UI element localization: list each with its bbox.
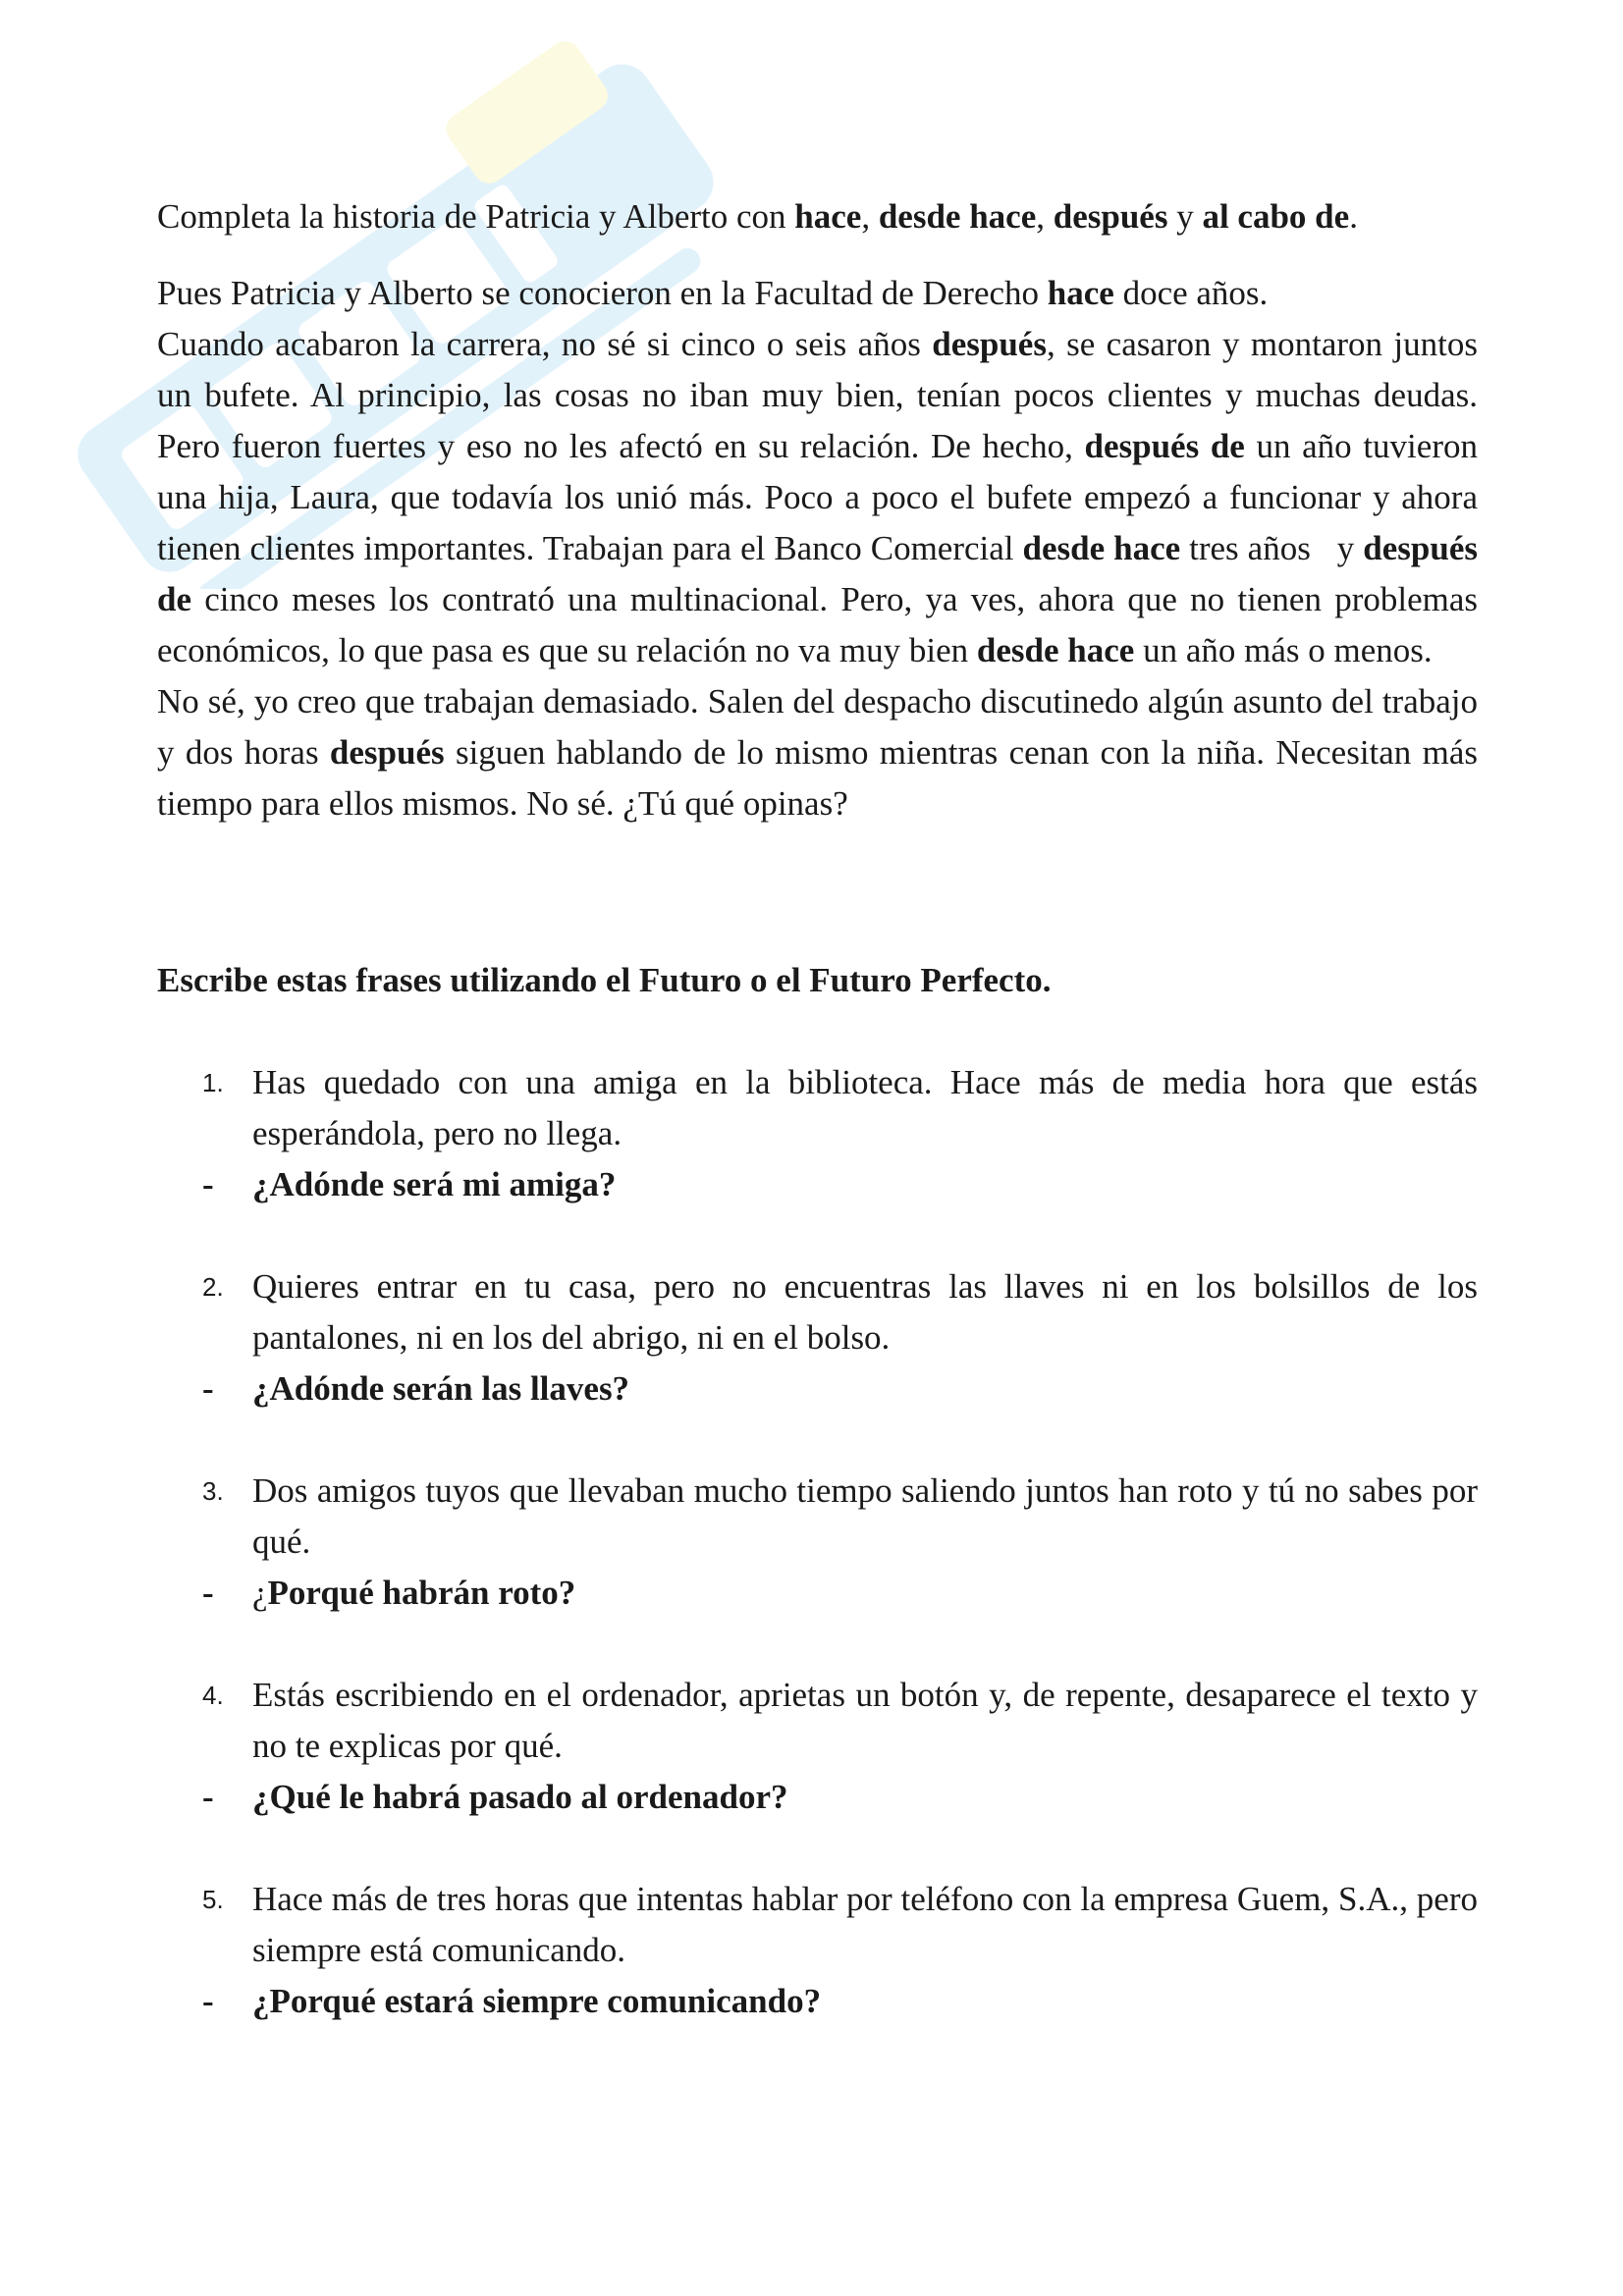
intro-text: , (1036, 197, 1054, 236)
exercise-question (157, 1874, 1478, 1976)
exercise-title: Escribe estas frases utilizando el Futuro o el Futuro Perfecto. (157, 961, 1052, 999)
exercise-question (157, 1670, 1478, 1772)
story-keyword: después (329, 733, 445, 772)
answer-dash: - (202, 1165, 214, 1203)
exercise-item (157, 1670, 1478, 1823)
question-text: Quieres entrar en tu casa, pero no encuentras las llaves ni en los bolsillos de los pantalones, ni en los del abrigo, ni en el bolso. (252, 1267, 1478, 1357)
exercise-question (157, 1466, 1478, 1568)
story-text: siguen hablando de lo mismo mientras cenan con la niña. Necesitan más tiempo para ellos mismos. No sé. ¿Tú qué opinas? (157, 733, 1478, 823)
exercise-answer (157, 1568, 1478, 1619)
intro-text: . (1349, 197, 1358, 236)
story-text: un año más o menos. (1134, 631, 1433, 669)
story-keyword: después de (157, 529, 1478, 618)
item-number: 2. (202, 1272, 224, 1302)
answer-prefix: ¿ (252, 1574, 268, 1612)
exercise-answer (157, 1363, 1478, 1415)
exercise-answer (157, 1772, 1478, 1823)
story-paragraph-1 (157, 268, 1478, 319)
exercise-question (157, 1261, 1478, 1363)
question-text: Hace más de tres horas que intentas hablar por teléfono con la empresa Guem, S.A., pero siempre está comunicando. (252, 1880, 1478, 1969)
intro-text: Completa la historia de Patricia y Alberto con (157, 197, 795, 236)
intro-text: , (861, 197, 879, 236)
keyword-despues: después (1053, 197, 1168, 236)
intro-text: y (1167, 197, 1203, 236)
document-page (157, 191, 1478, 2078)
story-text: doce años. (1113, 274, 1269, 312)
story-paragraph-2 (157, 319, 1478, 676)
story-keyword: después (932, 325, 1047, 363)
answer-text: ¿Qué le habrá pasado al ordenador? (252, 1778, 788, 1816)
story-text: un año tuvieron una hija, Laura, que todavía los unió más. Poco a poco el bufete empezó a funcionar y ahora tienen clientes importantes. Trabajan para el Banco Comercial (157, 427, 1478, 567)
exercise-list (157, 1057, 1478, 2027)
exercise-answer (157, 1159, 1478, 1210)
story-keyword: hace (1047, 274, 1114, 312)
answer-dash: - (202, 1369, 214, 1408)
story-keyword: desde hace (1022, 529, 1181, 567)
story-text: , se casaron y montaron juntos un bufete. Al principio, las cosas no iban muy bien, tenían pocos clientes y muchas deudas. Pero fueron fuertes y eso no les afectó en su relación. De hecho, (157, 325, 1478, 465)
exercise-answer (157, 1976, 1478, 2027)
exercise-item (157, 1057, 1478, 1210)
answer-text: ¿Adónde serán las llaves? (252, 1369, 630, 1408)
item-number: 1. (202, 1068, 224, 1097)
story-text: tres años y (1180, 529, 1364, 567)
exercise-item (157, 1261, 1478, 1415)
story-keyword: desde hace (976, 631, 1135, 669)
story-text: Pues Patricia y Alberto se conocieron en la Facultad de Derecho (157, 274, 1048, 312)
answer-dash: - (202, 1574, 214, 1612)
item-number: 5. (202, 1885, 224, 1914)
story-text: cinco meses los contrató una multinacional. Pero, ya ves, ahora que no tienen problemas económicos, lo que pasa es que su relación no va muy bien (157, 580, 1478, 669)
intro-instruction (157, 191, 1478, 242)
story-text: Cuando acabaron la carrera, no sé si cinco o seis años (157, 325, 933, 363)
item-number: 3. (202, 1476, 224, 1506)
keyword-desde-hace: desde hace (878, 197, 1037, 236)
answer-dash: - (202, 1778, 214, 1816)
question-text: Estás escribiendo en el ordenador, aprietas un botón y, de repente, desaparece el texto y no te explicas por qué. (252, 1676, 1478, 1765)
keyword-hace: hace (794, 197, 862, 236)
answer-dash: - (202, 1982, 214, 2020)
question-text: Has quedado con una amiga en la biblioteca. Hace más de media hora que estás esperándola, pero no llega. (252, 1063, 1478, 1152)
story-text: No sé, yo creo que trabajan demasiado. Salen del despacho discutinedo algún asunto del trabajo y dos horas (157, 682, 1478, 772)
story-keyword: después de (1084, 427, 1245, 465)
story-paragraph-3 (157, 676, 1478, 829)
answer-text: Porqué habrán roto? (267, 1574, 576, 1612)
exercise-item (157, 1874, 1478, 2027)
exercise-item (157, 1466, 1478, 1619)
exercise-question (157, 1057, 1478, 1159)
item-number: 4. (202, 1681, 224, 1710)
keyword-al-cabo-de: al cabo de (1202, 197, 1350, 236)
question-text: Dos amigos tuyos que llevaban mucho tiempo saliendo juntos han roto y tú no sabes por qué. (252, 1471, 1478, 1561)
answer-text: ¿Adónde será mi amiga? (252, 1165, 617, 1203)
answer-text: ¿Porqué estará siempre comunicando? (252, 1982, 822, 2020)
